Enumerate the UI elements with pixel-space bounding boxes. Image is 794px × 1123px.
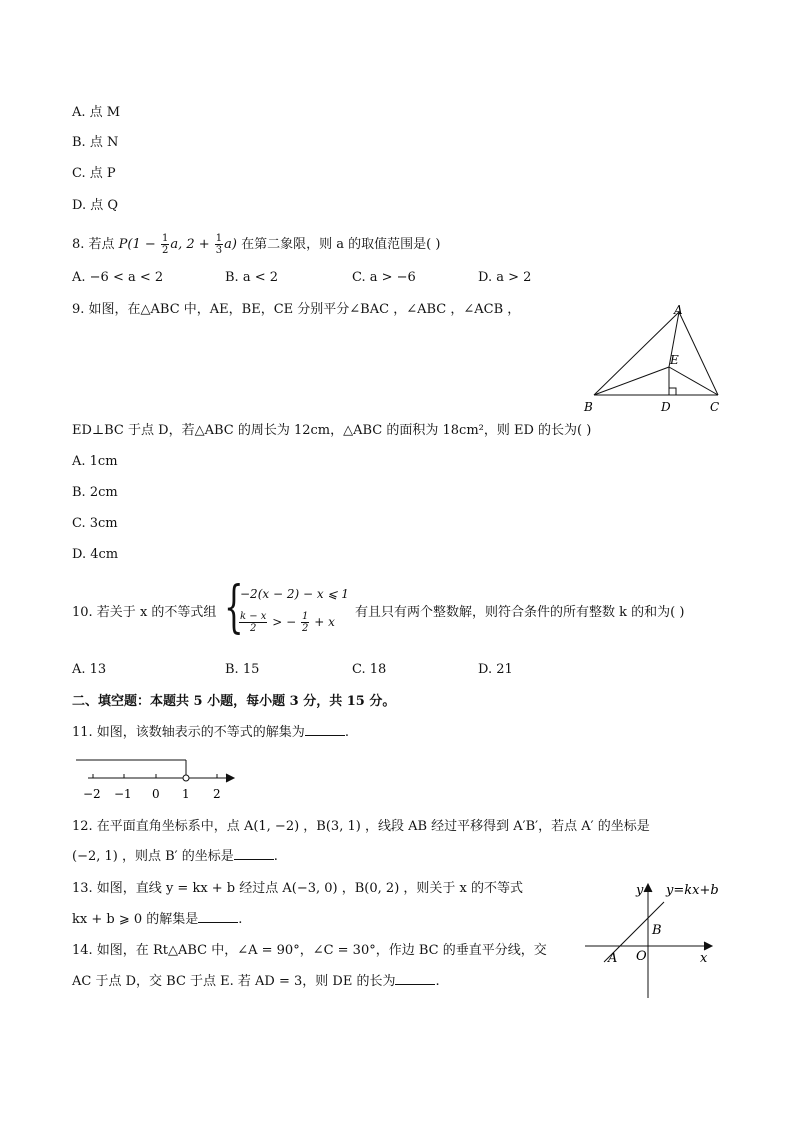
q11-tick--1: −1: [114, 787, 132, 801]
q13-label-y: y: [636, 883, 644, 898]
q11-tick-0: 0: [152, 787, 160, 801]
q9-option-c: C. 3cm: [72, 516, 118, 531]
q9-option-a: A. 1cm: [72, 454, 118, 469]
q9-label-e: E: [670, 353, 679, 367]
q7-option-d: D. 点 Q: [72, 198, 119, 213]
q13-answer-blank[interactable]: [198, 910, 238, 923]
q14-answer-blank[interactable]: [395, 972, 435, 985]
section2-heading: 二、填空题：本题共 5 小题，每小题 3 分，共 15 分。: [72, 694, 396, 709]
q8-frac1-den: 2: [161, 245, 169, 256]
q10-suffix: 有且只有两个整数解，则符合条件的所有整数 k 的和为( ): [355, 605, 685, 620]
q11-stem: [72, 723, 349, 743]
q13-end: .: [238, 912, 243, 927]
q13-label-a: A: [608, 951, 618, 966]
q10-prefix: 10. 若关于 x 的不等式组: [72, 605, 217, 620]
q8-mid: a, 2 +: [170, 237, 210, 252]
q11-tick-1: 1: [182, 787, 190, 801]
q10-option-a: A. 13: [72, 662, 107, 677]
q7-option-a: A. 点 M: [72, 105, 121, 120]
q9-line1: 9. 如图，在△ABC 中，AE，BE，CE 分别平分∠BAC ，∠ABC ，∠ACB ，: [72, 302, 521, 317]
q10-ineq2-end: + x: [314, 615, 335, 629]
q13-line1: 13. 如图，直线 y = kx + b 经过点 A(−3, 0) ，B(0, 2) ，则关于 x 的不等式: [72, 881, 523, 896]
q12-answer-blank[interactable]: [234, 847, 274, 860]
q8-end: a): [224, 237, 237, 252]
q14-line1: 14. 如图，在 Rt△ABC 中，∠A = 90°，∠C = 30°，作边 BC 的垂直平分线，交: [72, 943, 547, 958]
q10-ineq2-mid: > −: [272, 615, 297, 629]
q9-option-d: D. 4cm: [72, 547, 119, 562]
q10-option-d: D. 21: [478, 662, 513, 677]
q11-tick-2: 2: [213, 787, 221, 801]
q10-ineq2-den: 2: [250, 623, 257, 634]
q10-ineq1: −2(x − 2) − x ⩽ 1: [240, 587, 349, 601]
q11-end: .: [344, 725, 349, 740]
q12-line2: [72, 847, 278, 867]
q11-number-line: [72, 752, 252, 804]
q10-option-c: C. 18: [352, 662, 387, 677]
q12-end: .: [273, 849, 278, 864]
q9-label-d: D: [661, 400, 671, 414]
q13-label-b: B: [652, 923, 662, 938]
q11-answer-blank[interactable]: [305, 723, 345, 736]
q9-triangle-figure: [580, 300, 730, 420]
q10-ineq2-frac2: [301, 611, 309, 634]
q14-line2-text: AC 于点 D，交 BC 于点 E. 若 AD = 3，则 DE 的长为: [72, 974, 396, 989]
q10-ineq2-num: k − x: [240, 611, 267, 622]
q8-option-b: B. a < 2: [225, 270, 278, 285]
q8-frac2-den: 3: [215, 245, 223, 256]
q12-line1: 12. 在平面直角坐标系中，点 A(1, −2) ，B(3, 1) ，线段 AB 经过平移得到 A′B′，若点 A′ 的坐标是: [72, 819, 650, 834]
q13-label-o: O: [636, 949, 647, 964]
q13-line2: [72, 910, 242, 930]
q8-suffix: 在第二象限，则 a 的取值范围是( ): [236, 237, 441, 252]
q9-option-b: B. 2cm: [72, 485, 118, 500]
q8-frac1: [161, 233, 169, 256]
q13-label-eq: y=kx+b: [666, 883, 719, 898]
q7-option-c: C. 点 P: [72, 166, 116, 181]
q8-stem: [72, 233, 440, 256]
q7-option-b: B. 点 N: [72, 135, 119, 150]
q13-line2-text: kx + b ⩾ 0 的解集是: [72, 912, 199, 927]
q9-label-a: A: [674, 303, 683, 317]
q9-label-c: C: [710, 400, 720, 414]
q11-tick--2: −2: [83, 787, 101, 801]
q8-frac2-num: 1: [215, 233, 223, 244]
q10-brace: {: [224, 575, 244, 640]
q8-prefix: 8. 若点: [72, 237, 119, 252]
q9-line2: ED⊥BC 于点 D，若△ABC 的周长为 12cm，△ABC 的面积为 18cm²，则 ED 的长为( ): [72, 423, 592, 438]
q10-ineq2-frac2-num: 1: [302, 611, 309, 622]
q14-end: .: [435, 974, 440, 989]
q8-frac2: [215, 233, 223, 256]
q10-option-b: B. 15: [225, 662, 260, 677]
q8-option-c: C. a > −6: [352, 270, 416, 285]
q8-option-a: A. −6 < a < 2: [72, 270, 164, 285]
q9-label-b: B: [584, 400, 593, 414]
q12-line2-text: (−2, 1) ，则点 B′ 的坐标是: [72, 849, 234, 864]
q10-ineq2: [238, 611, 335, 634]
q14-line2: [72, 972, 440, 992]
q10-ineq2-frac: [239, 611, 267, 634]
q13-coordinate-figure: [580, 878, 730, 1003]
q8-point: P(1 −: [118, 237, 156, 252]
q11-text: 11. 如图，该数轴表示的不等式的解集为: [72, 725, 305, 740]
q10-ineq2-frac2-den: 2: [302, 623, 309, 634]
q8-option-d: D. a > 2: [478, 270, 532, 285]
q8-frac1-num: 1: [161, 233, 169, 244]
q13-label-x: x: [700, 951, 708, 966]
